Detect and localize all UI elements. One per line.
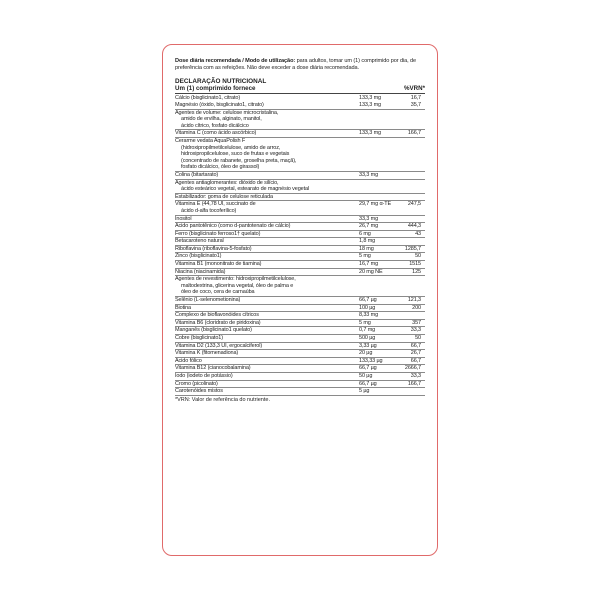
nutrition-row — [175, 261, 425, 269]
nutrient-vrn: 35,7 — [410, 102, 421, 108]
nutrient-name: Niacina (niacinamida) — [175, 268, 226, 275]
nutrition-row — [175, 208, 425, 216]
nutrient-name: Magnésio (óxido, bisglicinato1, citrato) — [175, 102, 264, 108]
nutrition-row — [175, 365, 425, 373]
nutrient-amount: 66,7 µg — [359, 297, 377, 304]
nutrition-row — [175, 102, 425, 110]
usage-text: para adultos, tomar um (1) comprimido por dia, de preferência com as refeições. Não deve exceder a dose diária recomendada. — [175, 58, 417, 72]
nutrition-row — [175, 238, 425, 246]
usage-heading: Dose diária recomendada / Modo de utilização: — [175, 58, 296, 64]
nutrient-name: (hidroxipropilmetilcelulose, amido de arroz, — [181, 144, 281, 151]
nutrient-name: Agentes de revestimento: hidroxipropilmetilcelulose, — [175, 276, 296, 283]
nutrient-name: Selênio (L-selenometionina) — [175, 297, 241, 304]
nutrient-name: óleo de coco, cera de carnaúba — [181, 289, 255, 296]
nutrient-vrn: 16,7 — [410, 95, 421, 102]
nutrient-name: Colina (bitartarato) — [175, 171, 219, 178]
nutrient-vrn: 1515 — [409, 261, 421, 268]
nutrient-amount: 5 mg — [359, 319, 371, 326]
nutrient-name: Cobre (bisglicinato1) — [175, 335, 223, 341]
nutrient-name: Inositol — [175, 215, 192, 222]
nutrition-header — [175, 85, 425, 94]
nutrition-row — [175, 164, 425, 172]
nutrition-row — [175, 381, 425, 389]
nutrition-row — [175, 335, 425, 343]
nutrient-vrn: 50 — [415, 253, 421, 260]
nutrition-row — [175, 186, 425, 194]
nutrition-row — [175, 283, 425, 290]
nutrient-name: (concentrado de rabanete, groselha preta, maçã), — [181, 157, 297, 164]
nutrition-row — [175, 158, 425, 165]
nutrition-row — [175, 116, 425, 123]
nutrient-vrn: 121,3 — [407, 297, 421, 304]
nutrient-name: Manganês (bisglicinato1 quelato) — [175, 327, 252, 334]
nutrient-name: Vitamina B6 (cloridrato de piridoxina) — [175, 319, 261, 326]
nutrition-row — [175, 373, 425, 381]
nutrition-row — [175, 289, 425, 297]
nutrient-amount: 50 µg — [359, 372, 373, 379]
nutrient-name: hidroxipropilcelulose, suco de frutas e vegetais — [181, 151, 290, 158]
nutrient-name: Betacaroteno natural — [175, 238, 224, 245]
nutrient-name: Estabilizador: goma de celulose reticulada — [175, 193, 273, 200]
nutrient-name: Iodo (iodeto de potássio) — [175, 372, 233, 379]
nutrient-amount: 133,3 mg — [359, 130, 381, 137]
nutrition-row — [175, 358, 425, 366]
nutrition-row — [175, 297, 425, 305]
nutrient-amount: 29,7 mg α-TE — [359, 201, 392, 208]
nutrition-row — [175, 172, 425, 180]
nutrition-row — [175, 95, 425, 102]
nutrition-row — [175, 130, 425, 138]
nutrient-name: Zinco (bisglicinato1) — [175, 253, 222, 260]
nutrition-row — [175, 253, 425, 261]
nutrient-vrn: 444,3 — [407, 223, 421, 230]
nutrition-row — [175, 151, 425, 158]
label-panel — [162, 44, 438, 556]
nutrient-name: Vitamina B1 (mononitrato de tiamina) — [175, 261, 262, 268]
nutrient-name: amido de ervilha, alginato, manitol, — [181, 116, 262, 123]
nutrient-name: fosfato dicálcico, óleo de girassol) — [181, 164, 260, 171]
nutrition-row — [175, 216, 425, 224]
nutrient-vrn: 66,7 — [410, 342, 421, 349]
nutrient-name: Agentes antiaglomerantes: dióxido de silício, — [175, 179, 279, 186]
nutrient-name: Cerarme vedata AquaPolish F — [175, 137, 246, 144]
nutrient-name: Vitamina E (44,78 UI, succinato de — [175, 201, 256, 208]
nutrient-vrn: 33,3 — [410, 372, 421, 379]
nutrient-name: maltodextrina, glicerina vegetal, óleo de palma e — [181, 282, 294, 289]
nutrition-row — [175, 350, 425, 358]
nutrient-amount: 26,7 mg — [359, 223, 379, 230]
nutrient-amount: 20 µg — [359, 350, 373, 357]
nutrition-row — [175, 320, 425, 328]
nutrient-name: Vitamina C (como ácido ascórbico) — [175, 130, 257, 137]
nutrient-name: Ácido fólico — [175, 357, 202, 364]
nutrient-amount: 3,33 µg — [359, 342, 377, 349]
nutrient-amount: 20 mg NE — [359, 268, 383, 275]
nutrient-name: ácido esteárico vegetal, estearato de magnésio vegetal — [181, 186, 310, 193]
nutrient-name: Carotenóides mistos — [175, 388, 223, 395]
nutrition-row — [175, 343, 425, 351]
nutrient-name: Riboflavina (riboflavina-5-fosfato) — [175, 245, 252, 252]
nutrition-row — [175, 305, 425, 313]
nutrient-amount: 33,3 mg — [359, 215, 379, 222]
nutrition-row — [175, 194, 425, 202]
nutrition-row — [175, 145, 425, 152]
nutrient-amount: 133,3 mg — [359, 95, 381, 102]
nutrition-row — [175, 180, 425, 187]
label-content — [175, 58, 425, 403]
nutrient-amount: 500 µg — [359, 335, 376, 341]
nutrient-vrn: 200 — [412, 304, 421, 311]
nutrient-name: Agentes de volume: celulose microcristalina, — [175, 109, 279, 116]
nutrition-row — [175, 276, 425, 283]
nutrient-vrn: 166,7 — [407, 130, 421, 137]
nutrient-name: Complexo de bioflavonóides cítricos — [175, 312, 259, 319]
nutrient-name: ácido d-alfa tocoferílico) — [181, 207, 237, 214]
nutrient-name: ácido cítrico, fosfato dicálcico — [181, 122, 249, 129]
nutrient-vrn: 33,3 — [410, 327, 421, 334]
nutrient-vrn: 26,7 — [410, 350, 421, 357]
nutrient-vrn: 50 — [415, 335, 421, 341]
vrn-column-label: %VRN* — [404, 85, 425, 93]
nutrient-amount: 8,33 mg — [359, 312, 379, 319]
nutrient-name: Cromo (picolinato) — [175, 380, 218, 387]
nutrient-amount: 6 mg — [359, 230, 371, 237]
nutrient-amount: 5 µg — [359, 388, 370, 395]
nutrition-row — [175, 201, 425, 208]
nutrient-name: Ácido pantotênico (como d-pantotenato de cálcio) — [175, 223, 291, 230]
nutrient-name: Vitamina K (fitomenadiona) — [175, 350, 239, 357]
nutrient-amount: 133,33 µg — [359, 357, 383, 364]
nutrient-name: Vitamina D2 (133,3 UI, ergocalciferol) — [175, 342, 263, 349]
nutrient-amount: 66,7 µg — [359, 365, 377, 372]
nutrient-vrn: 43 — [415, 230, 421, 237]
nutrient-amount: 16,7 mg — [359, 261, 379, 268]
nutrition-rows — [175, 95, 425, 395]
nutrient-amount: 1,8 mg — [359, 238, 376, 245]
nutrient-amount: 33,3 mg — [359, 171, 379, 178]
nutrient-amount: 18 mg — [359, 245, 374, 252]
nutrition-row — [175, 312, 425, 320]
nutrition-row — [175, 231, 425, 239]
nutrition-row — [175, 123, 425, 131]
nutrition-row — [175, 246, 425, 254]
nutrient-vrn: 1285,7 — [404, 245, 421, 252]
nutrient-amount: 100 µg — [359, 304, 376, 311]
nutrient-vrn: 125 — [412, 268, 421, 275]
nutrition-row — [175, 269, 425, 277]
nutrient-name: Vitamina B12 (cianocobalamina) — [175, 365, 251, 372]
usage-instructions — [175, 58, 425, 72]
nutrient-amount: 0,7 mg — [359, 327, 376, 334]
nutrition-row — [175, 388, 425, 396]
nutrient-name: Ferro (bisglicinato ferroso1† quelato) — [175, 230, 261, 237]
nutrient-vrn: 357 — [412, 319, 421, 326]
nutrient-name: Cálcio (bisglicinato1, citrato) — [175, 95, 241, 102]
nutrient-amount: 133,3 mg — [359, 102, 381, 108]
vrn-footnote: *VRN: Valor de referência do nutriente. — [175, 396, 270, 403]
nutrient-vrn: 66,7 — [410, 357, 421, 364]
nutrient-vrn: 247,5 — [407, 201, 421, 208]
serving-label: Um (1) comprimido fornece — [175, 85, 256, 93]
nutrition-row — [175, 110, 425, 117]
nutrition-title: DECLARAÇÃO NUTRICIONAL — [175, 78, 267, 86]
nutrient-vrn: 166,7 — [407, 380, 421, 387]
nutrition-row — [175, 138, 425, 145]
nutrition-row — [175, 327, 425, 335]
nutrient-amount: 5 mg — [359, 253, 371, 260]
nutrient-name: Biotina — [175, 304, 191, 311]
nutrient-vrn: 2666,7 — [404, 365, 421, 372]
nutrition-row — [175, 223, 425, 231]
nutrient-amount: 66,7 µg — [359, 380, 377, 387]
